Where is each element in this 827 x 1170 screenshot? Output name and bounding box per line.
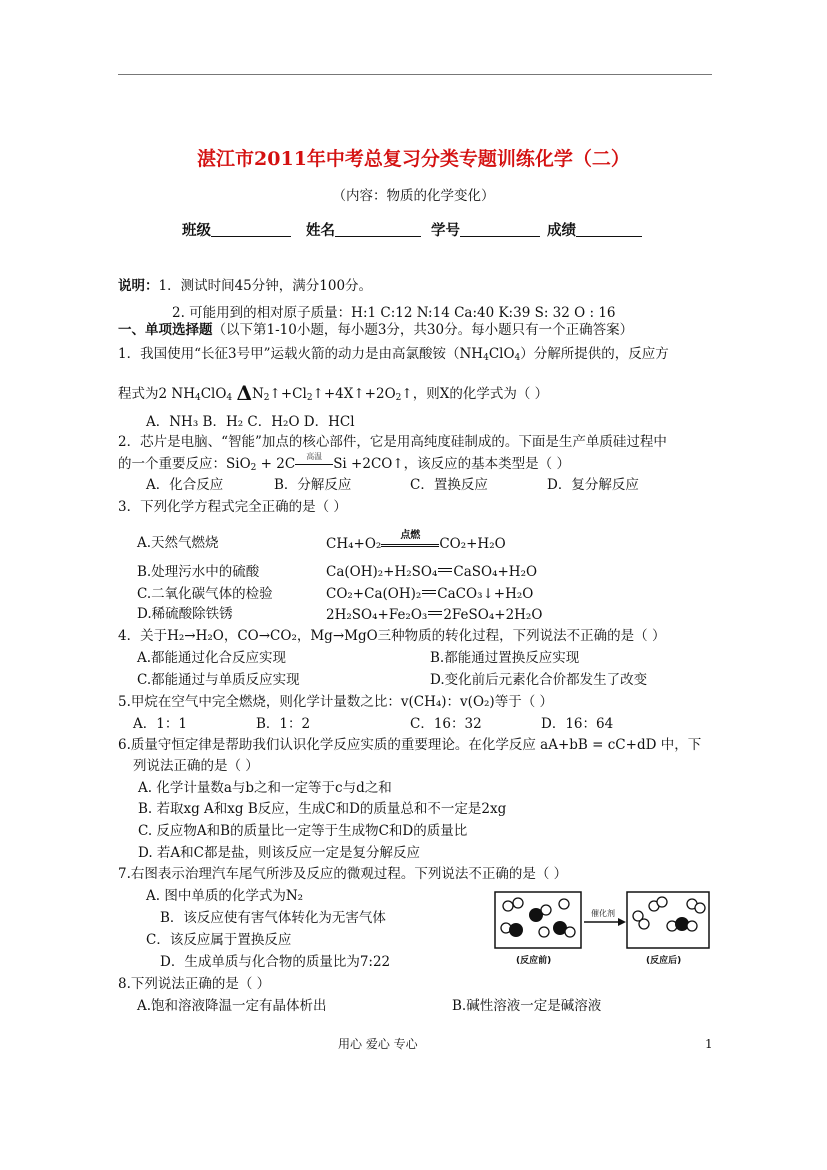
q2-option-d: D．复分解反应 [547, 477, 639, 493]
after-label: (反应后) [646, 956, 682, 966]
q5-option-a: A．1：1 [133, 716, 187, 732]
q4-option-b: B.都能通过置换反应实现 [430, 650, 580, 666]
class-label: 班级 [182, 222, 211, 239]
q6-line-2: 列说法正确的是（ ） [133, 758, 259, 774]
q8-option-a: A.饱和溶液降温一定有晶体析出 [137, 998, 327, 1014]
q6-option-d: D. 若A和C都是盐，则该反应一定是复分解反应 [138, 845, 421, 861]
q5-option-c: C．16：32 [410, 716, 482, 732]
q2-option-a: A．化合反应 [146, 477, 224, 493]
q3-option-c-equation: CO₂+Ca(OH)₂ CaCO₃↓+H₂O [326, 586, 534, 602]
q4-option-c: C.都能通过与单质反应实现 [137, 672, 300, 688]
q7-option-a: A. 图中单质的化学式为N₂ [146, 888, 304, 904]
q6-option-c: C. 反应物A和B的质量比一定等于生成物C和D的质量比 [138, 823, 468, 839]
q6-line-1: 6.质量守恒定律是帮助我们认识化学反应实质的重要理论。在化学反应 aA+bB = cC+dD 中，下 [118, 737, 702, 753]
heat-delta-icon: Δ [236, 381, 252, 405]
footer-text: 用心 爱心 专心 [338, 1037, 418, 1051]
section-1-heading-line [118, 322, 633, 338]
document-title: 湛江市2011年中考总复习分类专题训练化学（二） [197, 148, 630, 170]
q7-option-b: B．该反应使有害气体转化为无害气体 [160, 910, 386, 926]
before-label: (反应前) [516, 956, 552, 966]
q3-option-b-equation: Ca(OH)₂+H₂SO₄ CaSO₄+H₂O [326, 564, 538, 580]
id-label: 学号 [431, 222, 460, 239]
q7-option-d: D．生成单质与化合物的质量比为7:22 [160, 954, 391, 970]
q2-line-1: 2．芯片是电脑、“智能”加点的核心部件，它是用高纯度硅制成的。下面是生产单质硅过程中 [118, 434, 667, 450]
q6-option-b: B. 若取xg A和xg B反应，生成C和D的质量总和不一定是2xg [138, 801, 507, 817]
catalyst-label: 催化剂 [591, 909, 615, 918]
q3-option-c-label: C.二氧化碳气体的检验 [137, 586, 273, 602]
q8-stem: 8.下列说法正确的是（ ） [118, 976, 271, 992]
note-1: 1．测试时间45分钟，满分100分。 [158, 278, 373, 294]
header-rule [118, 74, 712, 75]
q1-line-1: 1．我国使用“长征3号甲”运载火箭的动力是由高氯酸铵$(NH_4ClO_4)$分解所提供的，反应方 [118, 346, 669, 363]
q3-stem: 3．下列化学方程式完全正确的是（ ） [118, 499, 347, 515]
id-field [431, 222, 540, 239]
name-blank[interactable] [335, 222, 421, 237]
q1-options: A．NH₃ B．H₂ C．H₂O D．HCl [146, 414, 355, 430]
q3-option-a-label: A.天然气燃烧 [137, 535, 219, 551]
score-label: 成绩 [547, 222, 576, 239]
class-blank[interactable] [211, 222, 291, 237]
name-label: 姓名 [306, 222, 335, 239]
q2-option-c: C．置换反应 [410, 477, 488, 493]
q1-line-2: 程式为2 $NH_4ClO_4$ $\Delta N_2↑+Cl_2↑+4X↑+2O_2↑$，则X的化学式为（ ） [118, 381, 549, 405]
q3-option-d-equation: 2H₂SO₄+Fe₂O₃ 2FeSO₄+2H₂O [326, 607, 543, 623]
class-field [182, 222, 291, 239]
q6-option-a: A. 化学计量数a与b之和一定等于c与d之和 [138, 780, 392, 796]
q2-line-2: 的一个重要反应：SiO$_2$ + 2C 高温 Si +2CO↑，该反应的基本类型是（ ） [118, 452, 570, 473]
q4-stem: 4．关于H₂→H₂O，CO→CO₂，Mg→MgO三种物质的转化过程，下列说法不正确的是（ ） [118, 628, 666, 644]
notes-label: 说明： [118, 278, 159, 294]
q4-option-a: A.都能通过化合反应实现 [137, 650, 287, 666]
score-blank[interactable] [576, 222, 642, 237]
section-1-heading: 一、单项选择题 [118, 322, 213, 338]
page-number: 1 [705, 1037, 713, 1051]
q4-option-d: D.变化前后元素化合价都发生了改变 [430, 672, 648, 688]
q3-option-b-label: B.处理污水中的硫酸 [137, 564, 260, 580]
q5-stem: 5.甲烷在空气中完全燃烧，则化学计量数之比：v(CH₄)：v(O₂)等于（ ） [118, 694, 553, 710]
notes-line-1 [118, 278, 372, 294]
q7-stem: 7.右图表示治理汽车尾气所涉及反应的微观过程。下列说法不正确的是（ ） [118, 866, 568, 882]
note-2: 2. 可能用到的相对原子质量：H:1 C:12 N:14 Ca:40 K:39 S: 32 O : 16 [172, 305, 616, 321]
reaction-microscopic-diagram [494, 888, 710, 968]
q8-option-b: B.碱性溶液一定是碱溶液 [452, 998, 602, 1014]
ignite-condition: 点燃 [381, 536, 439, 550]
q3-option-d-label: D.稀硫酸除铁锈 [137, 606, 233, 622]
id-blank[interactable] [460, 222, 540, 237]
q2-option-b: B．分解反应 [274, 477, 352, 493]
score-field [547, 222, 642, 239]
high-temp-condition: 高温 [295, 456, 333, 470]
section-1-desc: （以下第1-10小题，每小题3分，共30分。每小题只有一个正确答案） [212, 322, 634, 338]
name-field [306, 222, 421, 239]
document-subtitle: （内容：物质的化学变化） [332, 188, 495, 204]
q3-option-a-equation: CH₄+O₂ 点燃 CO₂+H₂O [326, 530, 506, 552]
q7-option-c: C．该反应属于置换反应 [146, 932, 292, 948]
q5-option-b: B．1：2 [256, 716, 311, 732]
q5-option-d: D．16：64 [541, 716, 614, 732]
